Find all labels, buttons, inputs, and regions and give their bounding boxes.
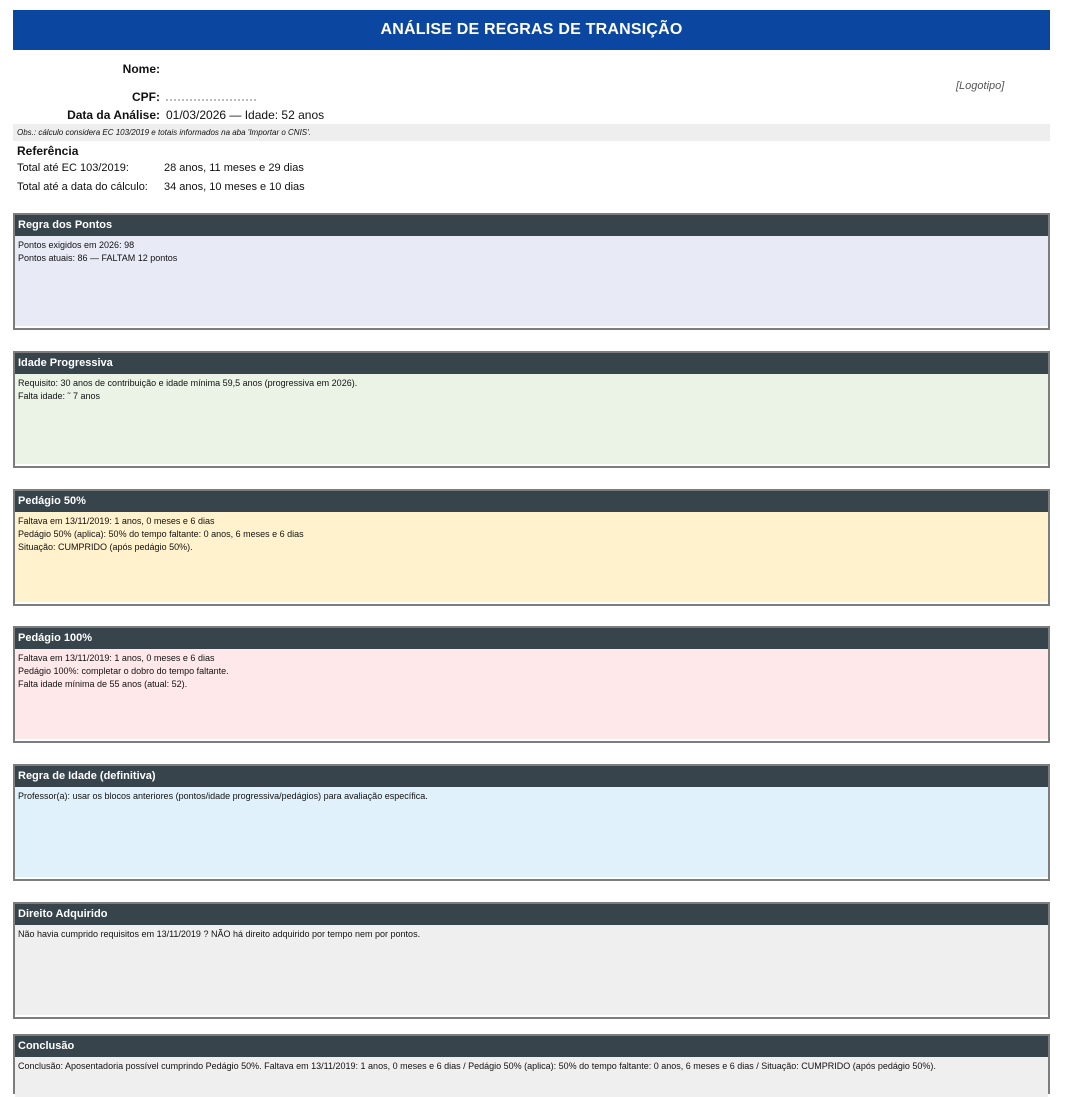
section-line: Falta idade: ˜ 7 anos <box>18 391 101 401</box>
referencia-title: Referência <box>17 144 79 158</box>
referencia-row <box>17 181 305 193</box>
section-line: Faltava em 13/11/2019: 1 anos, 0 meses e 6 dias <box>18 516 215 526</box>
section-pedagio-100 <box>13 626 1050 743</box>
section-header: Idade Progressiva <box>15 353 1048 374</box>
referencia-row <box>17 162 304 174</box>
logo-placeholder: [Logotipo] <box>956 80 1005 92</box>
section-body <box>15 374 1048 464</box>
section-line: Conclusão: Aposentadoria possível cumprindo Pedágio 50%. Faltava em 13/11/2019: 1 anos, 0 meses e 6 dias / Pedágio 50% (aplica): 50% do tempo faltante: 0 anos, 6 meses e 6 dias / Situação: CUMPRIDO (após pedágio 50%). <box>18 1061 936 1071</box>
data-analise-label: Data da Análise: <box>67 108 160 122</box>
section-line: Pedágio 100%: completar o dobro do tempo faltante. <box>18 666 229 676</box>
section-line: Pedágio 50% (aplica): 50% do tempo faltante: 0 anos, 6 meses e 6 dias <box>18 529 304 539</box>
section-header: Direito Adquirido <box>15 904 1048 925</box>
section-direito-adquirido <box>13 902 1050 1019</box>
cpf-label: CPF: <box>132 90 160 104</box>
referencia-label: Total até EC 103/2019: <box>17 162 129 174</box>
section-header: Pedágio 50% <box>15 491 1048 512</box>
section-regra-idade <box>13 764 1050 881</box>
nome-label: Nome: <box>122 62 160 76</box>
section-header: Regra de Idade (definitiva) <box>15 766 1048 787</box>
obs-note: Obs.: cálculo considera EC 103/2019 e totais informados na aba 'Importar o CNIS'. <box>13 124 1050 141</box>
referencia-value: 28 anos, 11 meses e 29 dias <box>164 162 304 174</box>
page-title: ANÁLISE DE REGRAS DE TRANSIÇÃO <box>13 10 1050 50</box>
section-line: Falta idade mínima de 55 anos (atual: 52). <box>18 679 188 689</box>
section-line: Requisito: 30 anos de contribuição e idade mínima 59,5 anos (progressiva em 2026). <box>18 378 358 388</box>
section-line: Professor(a): usar os blocos anteriores (pontos/idade progressiva/pedágios) para avaliação específica. <box>18 791 428 801</box>
data-analise-value: 01/03/2026 — Idade: 52 anos <box>166 108 325 122</box>
section-line: Pontos exigidos em 2026: 98 <box>18 240 135 250</box>
section-header: Conclusão <box>15 1036 1048 1057</box>
section-header: Regra dos Pontos <box>15 215 1048 236</box>
referencia-value: 34 anos, 10 meses e 10 dias <box>164 181 305 193</box>
section-body <box>15 236 1048 326</box>
section-body <box>15 512 1048 602</box>
section-body <box>15 925 1048 1015</box>
section-body <box>15 787 1048 877</box>
section-body <box>15 649 1048 739</box>
cpf-value-redacted <box>166 90 256 104</box>
section-line: Pontos atuais: 86 — FALTAM 12 pontos <box>18 253 178 263</box>
section-line: Não havia cumprido requisitos em 13/11/2019 ? NÃO há direito adquirido por tempo nem por pontos. <box>18 929 421 939</box>
section-conclusao <box>13 1034 1050 1094</box>
section-line: Situação: CUMPRIDO (após pedágio 50%). <box>18 542 193 552</box>
section-pedagio-50 <box>13 489 1050 606</box>
section-idade-progressiva <box>13 351 1050 468</box>
section-body <box>15 1057 1048 1097</box>
referencia-label: Total até a data do cálculo: <box>17 181 148 193</box>
section-header: Pedágio 100% <box>15 628 1048 649</box>
section-line: Faltava em 13/11/2019: 1 anos, 0 meses e 6 dias <box>18 653 215 663</box>
section-regra-pontos <box>13 213 1050 330</box>
